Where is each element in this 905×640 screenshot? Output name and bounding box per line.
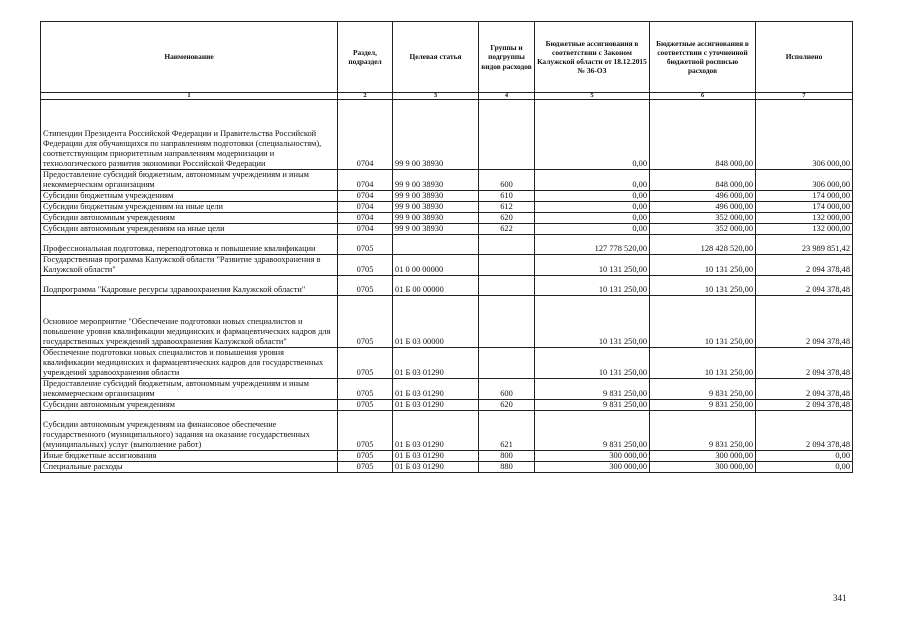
row-law-amount: 9 831 250,00: [535, 411, 650, 451]
column-number-row: [41, 93, 853, 100]
row-refined-amount: 848 000,00: [650, 100, 756, 170]
table-row: [41, 100, 853, 170]
row-section: 0705: [338, 255, 393, 276]
row-target: 99 9 00 38930: [393, 202, 479, 213]
row-law-amount: 10 131 250,00: [535, 348, 650, 379]
row-name: Стипендии Президента Российской Федерации и Правительства Российской Федерации для обучающихся по направлениям подготовки (специальностям), соответствующим приоритетным направлениям модернизации и технологического развития экономики Российской Федерации: [41, 100, 338, 170]
row-refined-amount: 9 831 250,00: [650, 379, 756, 400]
row-refined-amount: 848 000,00: [650, 170, 756, 191]
row-section: 0705: [338, 296, 393, 348]
row-section: 0704: [338, 224, 393, 235]
row-group: 600: [479, 170, 535, 191]
row-group: 800: [479, 451, 535, 462]
table-row: [41, 411, 853, 451]
row-law-amount: 0,00: [535, 224, 650, 235]
row-executed-amount: 23 989 851,42: [756, 235, 853, 255]
row-name: Субсидии автономным учреждениям на финансовое обеспечение государственного (муниципального) задания на оказание государственных (муниципальных) услуг (выполнение работ): [41, 411, 338, 451]
row-target: 99 9 00 38930: [393, 191, 479, 202]
row-refined-amount: 352 000,00: [650, 224, 756, 235]
row-target: 99 9 00 38930: [393, 213, 479, 224]
row-name: Государственная программа Калужской области "Развитие здравоохранения в Калужской области": [41, 255, 338, 276]
row-name: Специальные расходы: [41, 462, 338, 473]
row-refined-amount: 10 131 250,00: [650, 276, 756, 296]
row-group: [479, 276, 535, 296]
row-target: 01 Б 03 01290: [393, 451, 479, 462]
row-group: [479, 296, 535, 348]
row-target: 01 Б 00 00000: [393, 276, 479, 296]
row-law-amount: 127 778 520,00: [535, 235, 650, 255]
row-section: 0705: [338, 348, 393, 379]
row-executed-amount: 2 094 378,48: [756, 296, 853, 348]
row-group: 622: [479, 224, 535, 235]
row-section: 0704: [338, 213, 393, 224]
row-group: 620: [479, 400, 535, 411]
row-executed-amount: 2 094 378,48: [756, 400, 853, 411]
row-section: 0704: [338, 170, 393, 191]
row-target: 01 Б 03 01290: [393, 400, 479, 411]
col-header-target: Целевая статья: [393, 22, 479, 93]
row-law-amount: 9 831 250,00: [535, 379, 650, 400]
table-row: [41, 400, 853, 411]
row-target: 99 9 00 38930: [393, 170, 479, 191]
row-executed-amount: 2 094 378,48: [756, 348, 853, 379]
row-executed-amount: 306 000,00: [756, 170, 853, 191]
table-row: [41, 462, 853, 473]
row-law-amount: 0,00: [535, 170, 650, 191]
table-row: [41, 451, 853, 462]
row-section: 0705: [338, 379, 393, 400]
row-target: 01 Б 03 01290: [393, 462, 479, 473]
col-number: 2: [338, 93, 393, 100]
row-section: 0705: [338, 411, 393, 451]
table-row: [41, 202, 853, 213]
table-row: [41, 255, 853, 276]
row-name: Субсидии автономным учреждениям: [41, 400, 338, 411]
header-row: [41, 22, 853, 93]
table-row: [41, 213, 853, 224]
table-row: [41, 379, 853, 400]
row-refined-amount: 300 000,00: [650, 451, 756, 462]
row-group: 620: [479, 213, 535, 224]
row-name: Иные бюджетные ассигнования: [41, 451, 338, 462]
row-law-amount: 300 000,00: [535, 462, 650, 473]
row-refined-amount: 352 000,00: [650, 213, 756, 224]
row-law-amount: 300 000,00: [535, 451, 650, 462]
row-law-amount: 9 831 250,00: [535, 400, 650, 411]
table-row: [41, 224, 853, 235]
page-number: 341: [833, 593, 847, 603]
row-refined-amount: 10 131 250,00: [650, 255, 756, 276]
row-group: 612: [479, 202, 535, 213]
row-law-amount: 0,00: [535, 213, 650, 224]
row-section: 0705: [338, 276, 393, 296]
col-header-name: Наименование: [41, 22, 338, 93]
row-law-amount: 10 131 250,00: [535, 296, 650, 348]
col-header-section: Раздел, подраздел: [338, 22, 393, 93]
row-section: 0704: [338, 202, 393, 213]
row-name: Субсидии автономным учреждениям на иные цели: [41, 224, 338, 235]
row-name: Основное мероприятие "Обеспечение подготовки новых специалистов и повышение уровня квалификации медицинских и фармацевтических кадров для государственных учреждений здравоохранения Калужской области": [41, 296, 338, 348]
budget-table: [40, 21, 853, 473]
row-law-amount: 0,00: [535, 202, 650, 213]
row-target: 01 Б 03 01290: [393, 411, 479, 451]
row-executed-amount: 2 094 378,48: [756, 255, 853, 276]
row-law-amount: 10 131 250,00: [535, 255, 650, 276]
row-refined-amount: 10 131 250,00: [650, 296, 756, 348]
col-header-law: Бюджетные ассигнования в соответствии с Законом Калужской области от 18.12.2015 № 36-ОЗ: [535, 22, 650, 93]
col-header-refined: Бюджетные ассигнования в соответствии с уточненной бюджетной росписью расходов: [650, 22, 756, 93]
row-executed-amount: 174 000,00: [756, 191, 853, 202]
table-row: [41, 191, 853, 202]
row-name: Обеспечение подготовки новых специалистов и повышения уровня квалификации медицинских и фармацевтических кадров для государственных учреждений здравоохранения области: [41, 348, 338, 379]
row-executed-amount: 0,00: [756, 462, 853, 473]
row-target: 99 9 00 38930: [393, 224, 479, 235]
row-refined-amount: 10 131 250,00: [650, 348, 756, 379]
row-refined-amount: 9 831 250,00: [650, 400, 756, 411]
row-law-amount: 0,00: [535, 191, 650, 202]
row-group: 880: [479, 462, 535, 473]
col-number: 5: [535, 93, 650, 100]
col-number: 4: [479, 93, 535, 100]
col-header-executed: Исполнено: [756, 22, 853, 93]
row-section: 0705: [338, 400, 393, 411]
row-name: Предоставление субсидий бюджетным, автономным учреждениям и иным некоммерческим организациям: [41, 379, 338, 400]
col-number: 1: [41, 93, 338, 100]
row-group: [479, 255, 535, 276]
row-group: [479, 235, 535, 255]
row-name: Субсидии автономным учреждениям: [41, 213, 338, 224]
col-header-group: Группы и подгруппы видов расходов: [479, 22, 535, 93]
row-target: 01 0 00 00000: [393, 255, 479, 276]
row-name: Субсидии бюджетным учреждениям на иные цели: [41, 202, 338, 213]
row-executed-amount: 306 000,00: [756, 100, 853, 170]
col-number: 3: [393, 93, 479, 100]
row-target: 01 Б 03 01290: [393, 379, 479, 400]
row-section: 0705: [338, 451, 393, 462]
row-executed-amount: 2 094 378,48: [756, 411, 853, 451]
table-row: [41, 348, 853, 379]
table-row: [41, 276, 853, 296]
row-name: Субсидии бюджетным учреждениям: [41, 191, 338, 202]
table-row: [41, 170, 853, 191]
row-executed-amount: 2 094 378,48: [756, 276, 853, 296]
row-section: 0704: [338, 191, 393, 202]
row-name: Предоставление субсидий бюджетным, автономным учреждениям и иным некоммерческим организациям: [41, 170, 338, 191]
table-row: [41, 235, 853, 255]
row-law-amount: 0,00: [535, 100, 650, 170]
row-executed-amount: 2 094 378,48: [756, 379, 853, 400]
row-target: 01 Б 03 01290: [393, 348, 479, 379]
row-refined-amount: 496 000,00: [650, 191, 756, 202]
row-executed-amount: 174 000,00: [756, 202, 853, 213]
row-executed-amount: 132 000,00: [756, 213, 853, 224]
row-section: 0705: [338, 462, 393, 473]
row-target: 01 Б 03 00000: [393, 296, 479, 348]
row-executed-amount: 0,00: [756, 451, 853, 462]
row-refined-amount: 496 000,00: [650, 202, 756, 213]
row-name: Подпрограмма "Кадровые ресурсы здравоохранения Калужской области": [41, 276, 338, 296]
row-target: 99 9 00 38930: [393, 100, 479, 170]
row-refined-amount: 128 428 520,00: [650, 235, 756, 255]
row-executed-amount: 132 000,00: [756, 224, 853, 235]
row-refined-amount: 9 831 250,00: [650, 411, 756, 451]
row-target: [393, 235, 479, 255]
row-group: 600: [479, 379, 535, 400]
table-row: [41, 296, 853, 348]
row-group: 621: [479, 411, 535, 451]
row-law-amount: 10 131 250,00: [535, 276, 650, 296]
row-group: [479, 348, 535, 379]
row-section: 0704: [338, 100, 393, 170]
col-number: 6: [650, 93, 756, 100]
row-name: Профессиональная подготовка, переподготовка и повышение квалификации: [41, 235, 338, 255]
row-section: 0705: [338, 235, 393, 255]
row-group: 610: [479, 191, 535, 202]
col-number: 7: [756, 93, 853, 100]
row-refined-amount: 300 000,00: [650, 462, 756, 473]
row-group: [479, 100, 535, 170]
